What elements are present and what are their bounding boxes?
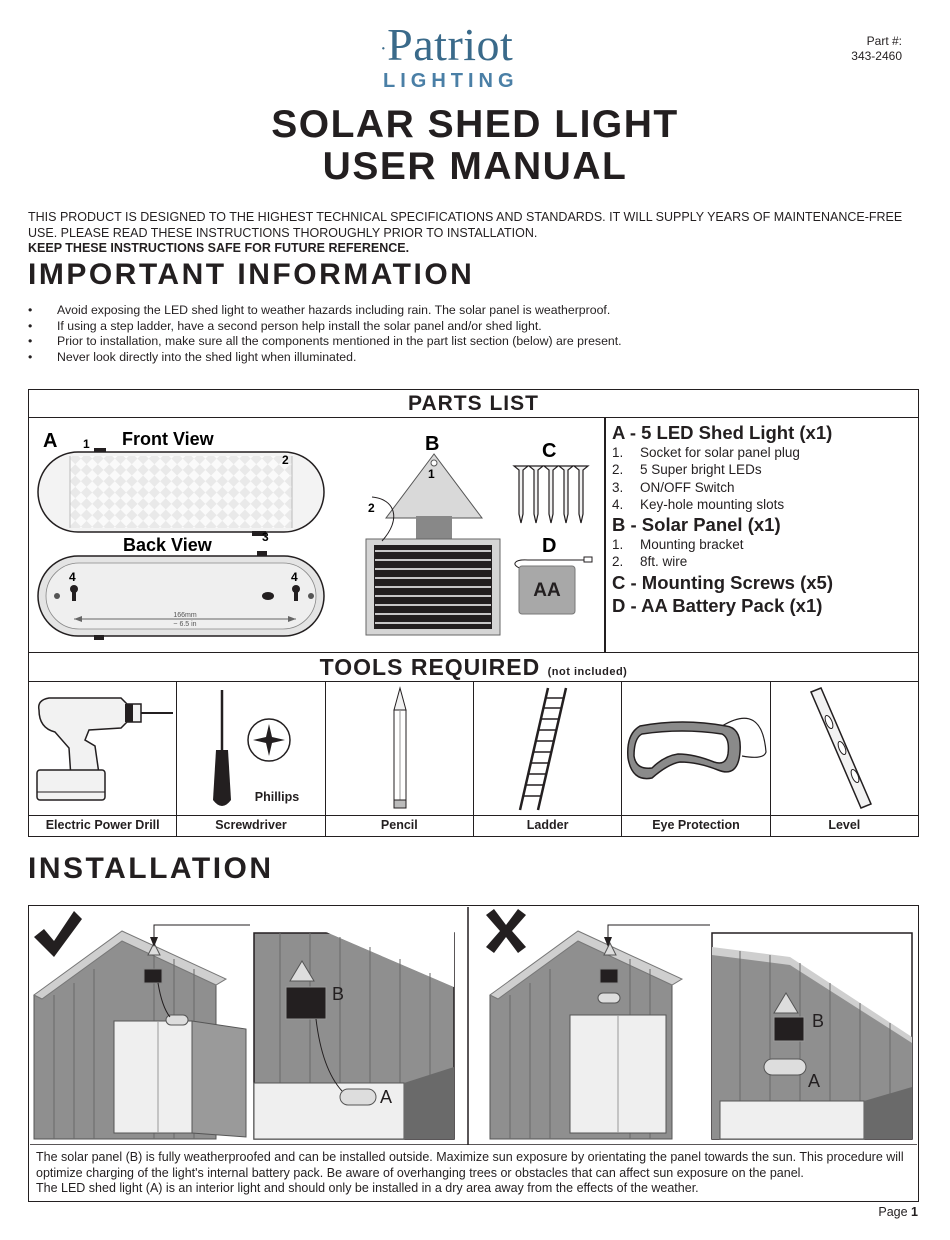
parts-heading: PARTS LIST xyxy=(28,389,919,418)
label-d: D xyxy=(542,535,557,557)
callout-2: 2 xyxy=(282,453,289,467)
tool-label: Ladder xyxy=(474,815,621,836)
cross-icon xyxy=(486,909,526,953)
goggles-icon xyxy=(622,682,770,816)
part-b-title: B - Solar Panel (x1) xyxy=(612,514,781,536)
list-item: • If using a step ladder, have a second person help install the solar panel and/or shed light. xyxy=(28,319,622,335)
page-title: SOLAR SHED LIGHT USER MANUAL xyxy=(271,103,679,188)
tool-ladder xyxy=(474,682,622,836)
parts-diagram xyxy=(30,419,603,651)
label-c: C xyxy=(542,440,557,462)
callout-1: 1 xyxy=(428,467,435,481)
list-item: • Avoid exposing the LED shed light to weather hazards including rain. The solar panel is weatherproof. xyxy=(28,303,622,319)
battery-label: AA xyxy=(533,580,561,601)
ladder-icon xyxy=(474,682,622,816)
tool-pencil xyxy=(326,682,474,836)
part-number: Part #: 343-2460 xyxy=(851,34,902,63)
callout-2: 2 xyxy=(368,501,375,515)
tool-label: Pencil xyxy=(326,815,473,836)
callout-3: 3 xyxy=(262,530,269,544)
front-view-label: Front View xyxy=(122,429,214,449)
label-a: A xyxy=(43,430,58,452)
tool-screwdriver xyxy=(177,682,325,836)
callout-4: 4 xyxy=(291,570,298,584)
label-b: B xyxy=(812,1011,825,1031)
label-a: A xyxy=(808,1071,821,1091)
dimension-mm: 166mm xyxy=(173,612,197,619)
phillips-label: Phillips xyxy=(255,790,300,804)
bracket-arm xyxy=(416,516,452,540)
checkmark-icon xyxy=(34,911,82,957)
shed-zoom-correct xyxy=(254,925,454,1139)
part-a-title: A - 5 LED Shed Light (x1) xyxy=(612,422,833,443)
screwdriver-icon xyxy=(177,682,325,816)
divider xyxy=(604,417,606,653)
intro-text: THIS PRODUCT IS DESIGNED TO THE HIGHEST TECHNICAL SPECIFICATIONS AND STANDARDS. IT WILL SUPPLY YEARS OF MAINTENANCE-FREE USE. PLEASE READ THESE INSTRUCTIONS THOROUGHLY PRIOR TO INSTALLATION. KEEP THESE INSTRUCTIONS SAFE FOR FUTURE REFERENCE. xyxy=(28,210,903,255)
installation-diagram xyxy=(30,907,917,1145)
tool-level xyxy=(771,682,918,836)
part-d-title: D - AA Battery Pack (x1) xyxy=(612,594,823,616)
label-a: A xyxy=(380,1087,393,1107)
tool-drill xyxy=(29,682,177,836)
brand-logo-sub: LIGHTING xyxy=(383,70,519,92)
parts-list-text: A - 5 LED Shed Light (x1) 1. Socket for solar panel plug 2. 5 Super bright LEDs 3. ON/OFF Switch 4. Key-hole mounting slots B - Solar Panel (x1) 1. Mounting bracket 2. 8ft. wire C - Mounting Screws (x5) D - AA Battery Pack (x1) xyxy=(612,422,833,616)
tool-label: Eye Protection xyxy=(622,815,769,836)
callout-1: 1 xyxy=(83,437,90,451)
part-c-title: C - Mounting Screws (x5) xyxy=(612,571,833,593)
mounting-screws xyxy=(514,466,588,523)
tools-grid xyxy=(28,681,919,837)
tool-label: Electric Power Drill xyxy=(29,815,176,836)
shed-wrong xyxy=(490,925,710,1139)
installation-heading: INSTALLATION xyxy=(28,852,274,885)
important-list xyxy=(28,303,622,365)
tools-heading: TOOLS REQUIRED (not included) xyxy=(28,652,919,682)
shed-zoom-wrong xyxy=(712,933,912,1139)
pencil-icon xyxy=(326,682,474,816)
tool-label: Screwdriver xyxy=(177,815,324,836)
dimension-in: ~ 6.5 in xyxy=(173,621,197,628)
level-icon xyxy=(771,682,919,816)
installation-text: The solar panel (B) is fully weatherproofed and can be installed outside. Maximize sun exposure by orientating the panel towards the sun. This procedure will optimize charging of the light's internal battery pack. Be aware of overhanging trees or obstacles that can affect sun exposure on the panel. The LED shed light (A) is an interior light and should only be installed in a dry area away from the effects of the weather. xyxy=(36,1150,904,1195)
label-b: B xyxy=(425,433,440,455)
drill-icon xyxy=(29,682,177,816)
label-b: B xyxy=(332,984,345,1004)
back-view-label: Back View xyxy=(123,535,212,555)
tool-label: Level xyxy=(771,815,918,836)
important-heading: IMPORTANT INFORMATION xyxy=(28,258,475,291)
brand-logo: ·Patriot xyxy=(380,19,514,70)
solar-wire xyxy=(372,497,394,541)
list-item: • Never look directly into the shed light when illuminated. xyxy=(28,350,622,366)
tool-eye-protection xyxy=(622,682,770,836)
page-number: Page 1 xyxy=(878,1205,918,1219)
led-lens xyxy=(70,456,292,528)
callout-4: 4 xyxy=(69,570,76,584)
list-item: • Prior to installation, make sure all the components mentioned in the part list section (below) are present. xyxy=(28,334,622,350)
shed-correct xyxy=(34,925,250,1139)
